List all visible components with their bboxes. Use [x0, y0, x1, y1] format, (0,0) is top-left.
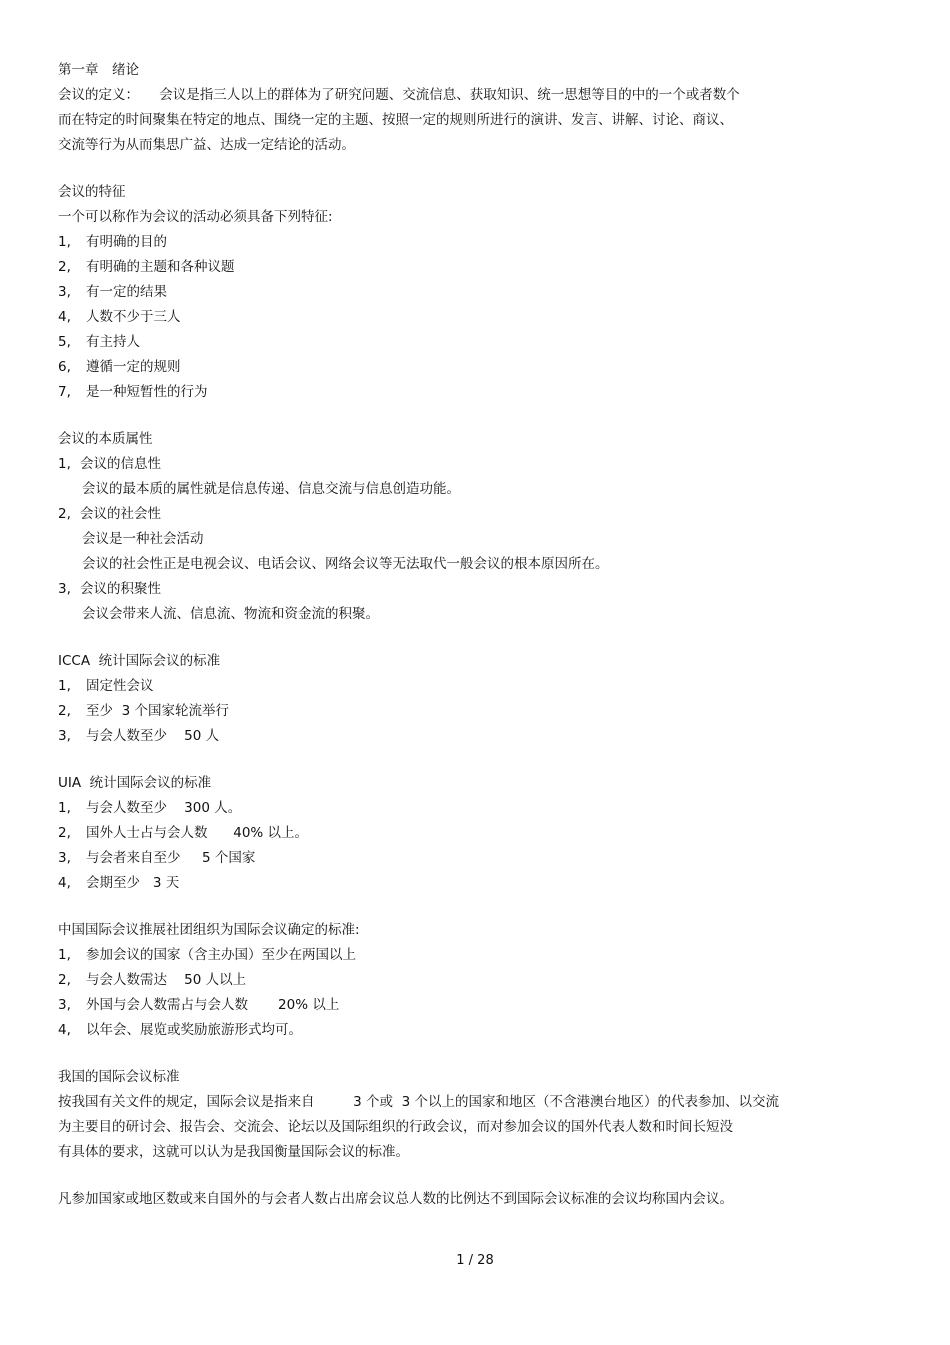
- list-item: 3, 与会人数至少 50 人: [58, 728, 220, 744]
- list-item: 3, 有一定的结果: [58, 284, 167, 300]
- page-number: 1 / 28: [456, 1253, 494, 1268]
- attribute-description: 会议会带来人流、信息流、物流和资金流的积聚。: [82, 606, 379, 622]
- section-heading-features: 会议的特征: [58, 184, 126, 200]
- attribute-title: 3, 会议的积聚性: [58, 581, 161, 597]
- list-item: 1, 与会人数至少 300 人。: [58, 800, 242, 816]
- section-heading-china-association: 中国国际会议推展社团组织为国际会议确定的标准:: [58, 922, 360, 938]
- document-body: [58, 58, 908, 1212]
- attribute-description: 会议是一种社会活动: [82, 531, 204, 547]
- list-item: 2, 与会人数需达 50 人以上: [58, 972, 247, 988]
- list-item: 4, 会期至少 3 天: [58, 875, 180, 891]
- section-heading-uia: UIA 统计国际会议的标准: [58, 775, 212, 791]
- section-heading-attributes: 会议的本质属性: [58, 431, 153, 447]
- list-item: 5, 有主持人: [58, 334, 140, 350]
- list-item: 4, 人数不少于三人: [58, 309, 181, 325]
- paragraph-line: 有具体的要求，这就可以认为是我国衡量国际会议的标准。: [58, 1144, 409, 1160]
- chapter-title: 第一章 绪论: [58, 62, 139, 78]
- list-item: 1, 参加会议的国家（含主办国）至少在两国以上: [58, 947, 356, 963]
- list-item: 2, 有明确的主题和各种议题: [58, 259, 235, 275]
- list-item: 4, 以年会、展览或奖励旅游形式均可。: [58, 1022, 302, 1038]
- list-item: 3, 与会者来自至少 5 个国家: [58, 850, 256, 866]
- paragraph-line: 按我国有关文件的规定，国际会议是指来自 3 个或 3 个以上的国家和地区（不含港澳台地区）的代表参加、以交流: [58, 1094, 779, 1110]
- paragraph-line: 为主要目的研讨会、报告会、交流会、论坛以及国际组织的行政会议，而对参加会议的国外代表人数和时间长短没: [58, 1119, 733, 1135]
- attribute-title: 2, 会议的社会性: [58, 506, 161, 522]
- list-item: 7, 是一种短暂性的行为: [58, 384, 208, 400]
- list-item: 2, 国外人士占与会人数 40% 以上。: [58, 825, 309, 841]
- attribute-description: 会议的社会性正是电视会议、电话会议、网络会议等无法取代一般会议的根本原因所在。: [82, 556, 609, 572]
- list-item: 1, 有明确的目的: [58, 234, 167, 250]
- section-heading-icca: ICCA 统计国际会议的标准: [58, 653, 221, 669]
- definition-line: 交流等行为从而集思广益、达成一定结论的活动。: [58, 137, 355, 153]
- attribute-description: 会议的最本质的属性就是信息传递、信息交流与信息创造功能。: [82, 481, 460, 497]
- definition-line: 而在特定的时间聚集在特定的地点、围绕一定的主题、按照一定的规则所进行的演讲、发言、讲解、讨论、商议、: [58, 112, 733, 128]
- section-heading-national-standard: 我国的国际会议标准: [58, 1069, 180, 1085]
- list-item: 6, 遵循一定的规则: [58, 359, 181, 375]
- definition-line: 会议的定义： 会议是指三人以上的群体为了研究问题、交流信息、获取知识、统一思想等目的中的一个或者数个: [58, 87, 740, 103]
- domestic-definition: 凡参加国家或地区数或来自国外的与会者人数占出席会议总人数的比例达不到国际会议标准的会议均称国内会议。: [58, 1191, 733, 1207]
- features-intro: 一个可以称作为会议的活动必须具备下列特征:: [58, 209, 333, 225]
- list-item: 1, 固定性会议: [58, 678, 154, 694]
- attribute-title: 1, 会议的信息性: [58, 456, 161, 472]
- list-item: 3, 外国与会人数需占与会人数 20% 以上: [58, 997, 340, 1013]
- list-item: 2, 至少 3 个国家轮流举行: [58, 703, 229, 719]
